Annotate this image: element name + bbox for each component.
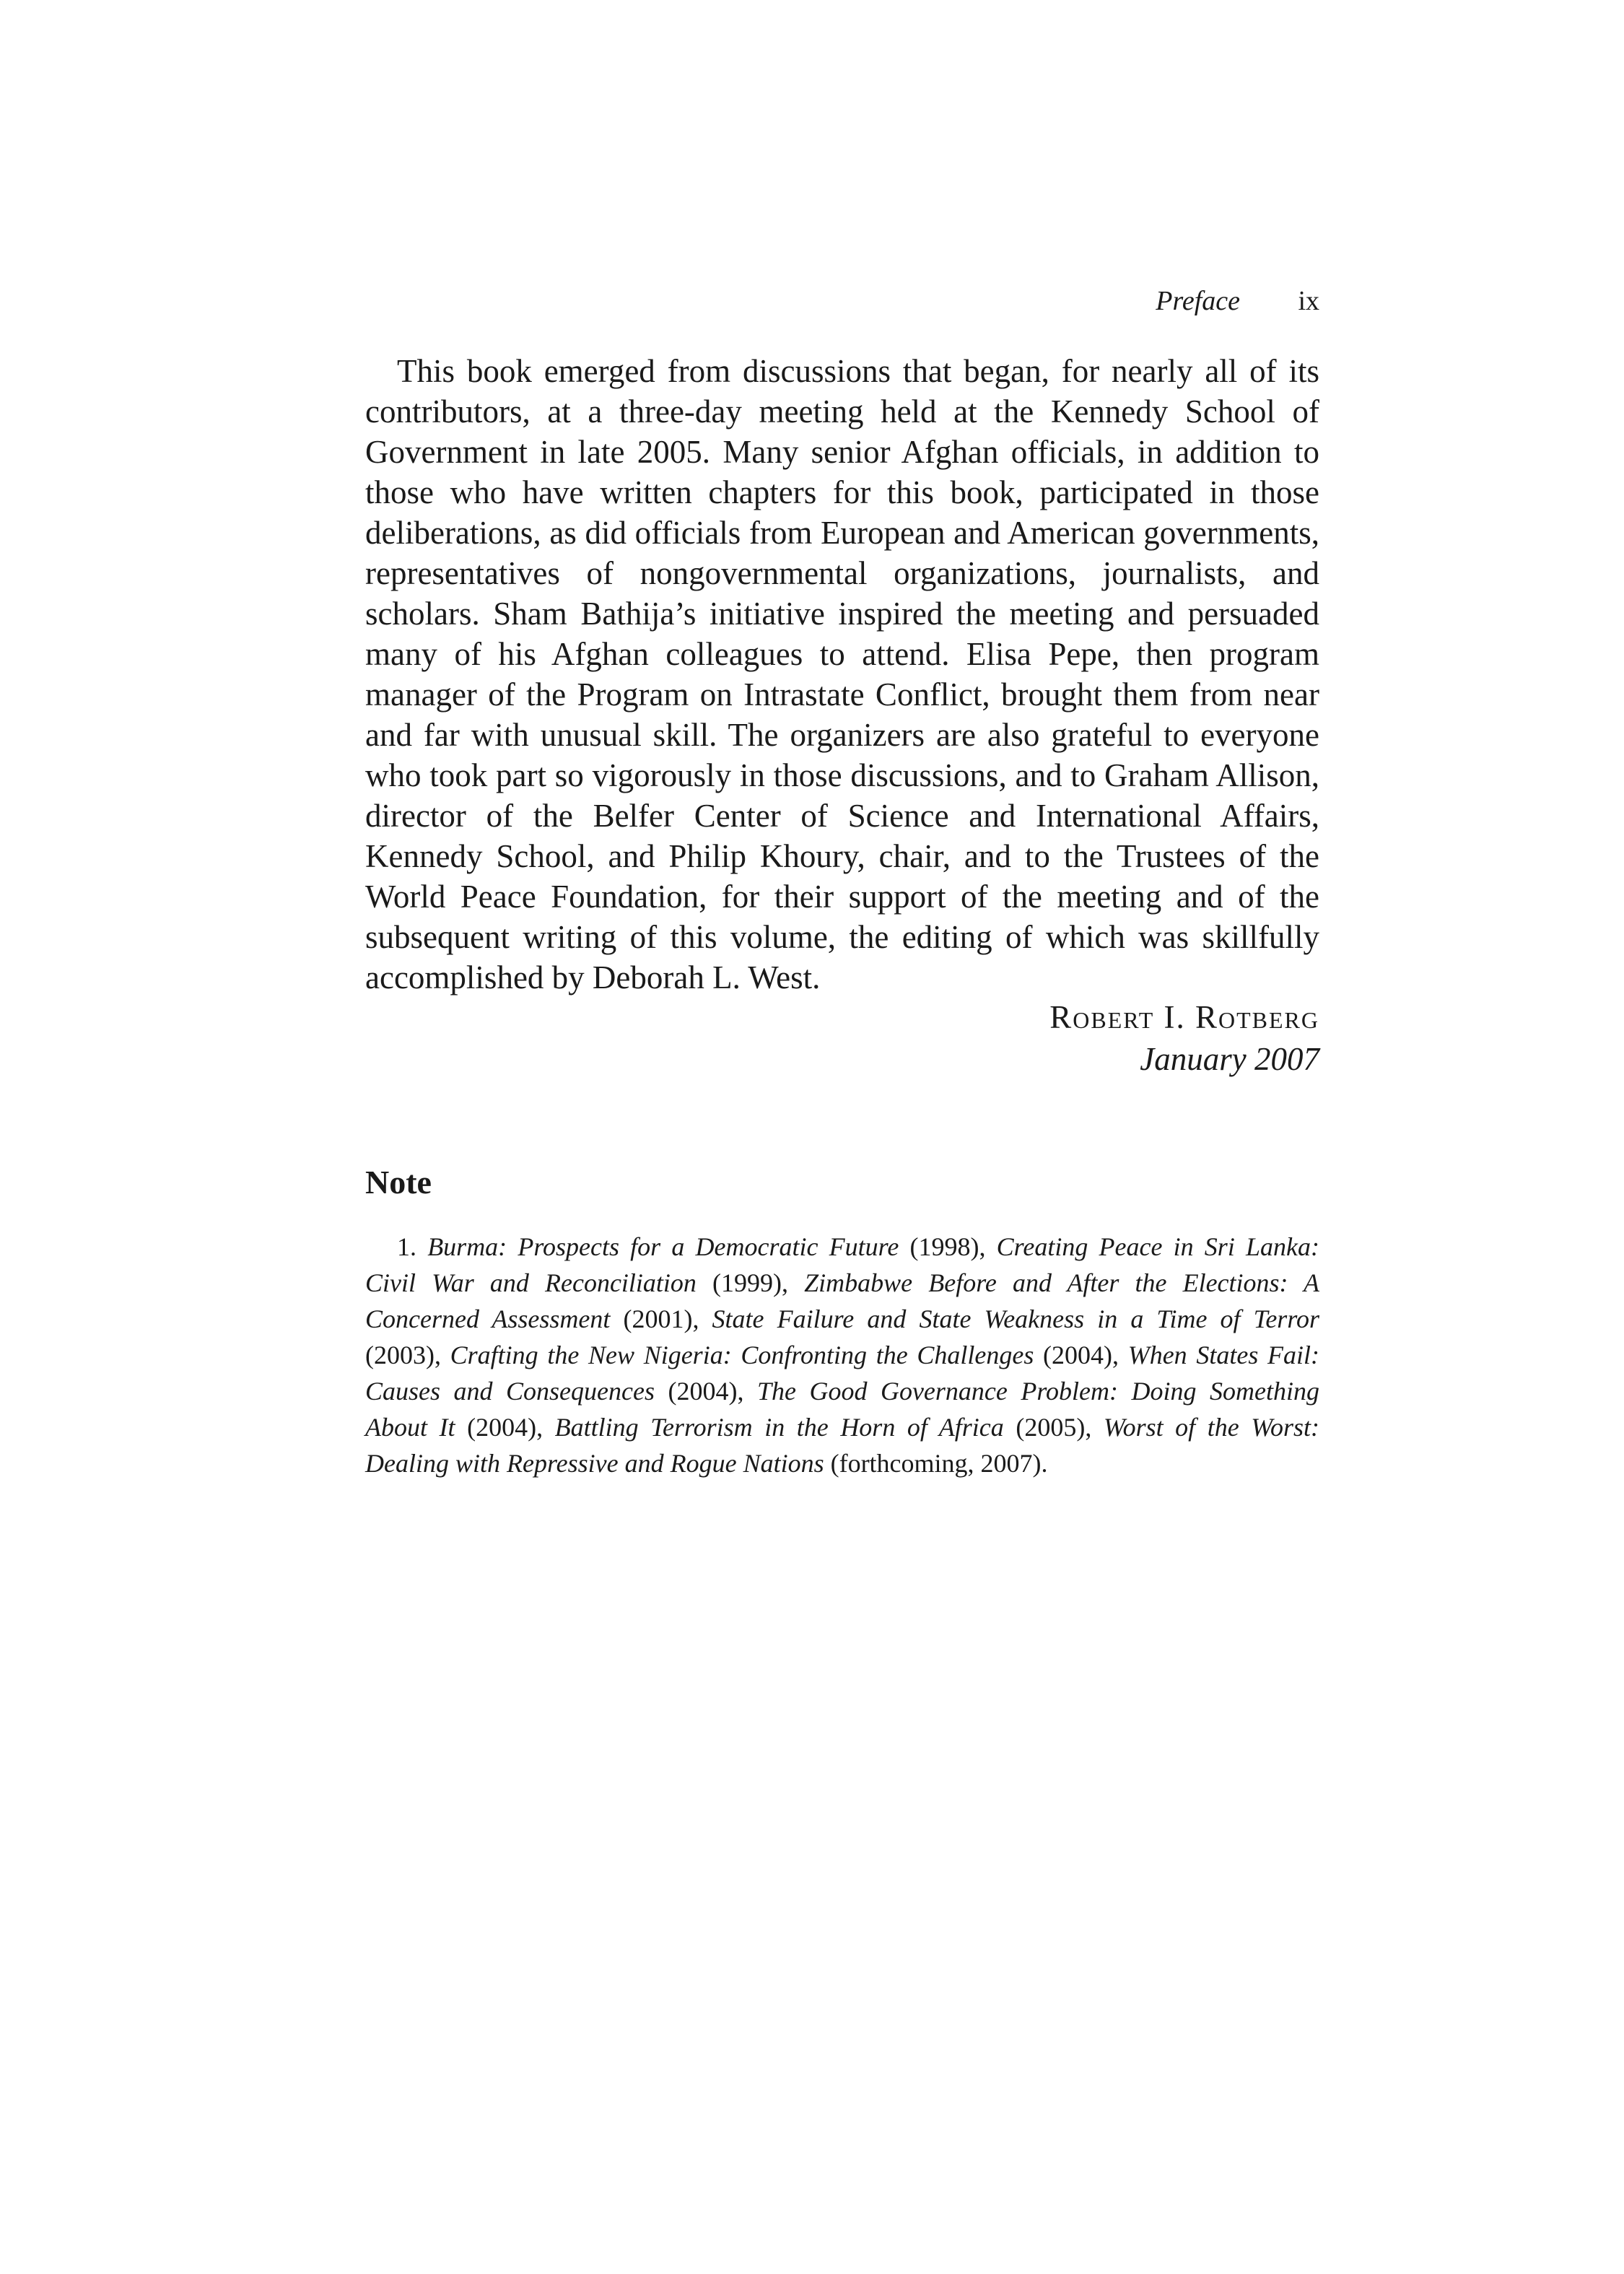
book-title: Battling Terrorism in the Horn of Africa [554,1413,1004,1442]
note-text: (forthcoming, 2007). [824,1449,1048,1478]
book-title: Zimbabwe Before and After the Elections: A Concerned Assessment [365,1268,1319,1333]
signature-date: January 2007 [1140,1041,1319,1077]
book-title: Crafting the New Nigeria: Confronting the Challenges [450,1341,1034,1369]
note-text: (2004), [654,1377,757,1406]
note-text: (2001), [610,1304,712,1333]
note-text: (1998), [899,1232,997,1261]
note-1 [365,1229,1319,1481]
page-number: ix [1298,286,1319,316]
book-title: Worst of the Worst: Dealing with Repressive and Rogue Nations [365,1413,1319,1478]
note-number: 1. [397,1232,416,1261]
book-title: State Failure and State Weakness in a Time of Terror [712,1304,1319,1333]
running-head [365,283,1319,319]
book-title: Creating Peace in Sri Lanka: Civil War and Reconciliation [365,1232,1319,1297]
note-text: (2004), [1034,1341,1128,1369]
book-title: Burma: Prospects for a Democratic Future [427,1232,899,1261]
running-head-section-title: Preface [1156,286,1240,316]
notes-heading: Note [365,1164,432,1201]
note-text: (2003), [365,1341,450,1369]
note-text: (2005), [1003,1413,1104,1442]
note-text: (2004), [455,1413,555,1442]
note-text: (1999), [696,1268,805,1297]
book-title: The Good Governance Problem: Doing Something About It [365,1377,1319,1442]
book-title: When States Fail: Causes and Consequences [365,1341,1319,1406]
author-signature: Robert I. Rotberg [1049,999,1319,1035]
signature-block [365,996,1319,1080]
preface-paragraph: This book emerged from discussions that began, for nearly all of its contributors, at a three-day meeting held at the Kennedy School of Government in late 2005. Many senior Afghan officials, in addition to those who have written chapters for this book, participated in those deliberations, as did officials from European and American governments, representatives of nongovernmental organizations, journalists, and scholars. Sham Bathija’s initiative inspired the meeting and persuaded many of his Afghan colleagues to attend. Elisa Pepe, then program manager of the Program on Intrastate Conflict, brought them from near and far with unusual skill. The organizers are also grateful to everyone who took part so vigorously in those discussions, and to Graham Allison, director of the Belfer Center of Science and International Affairs, Kennedy School, and Philip Khoury, chair, and to the Trustees of the World Peace Foundation, for their support of the meeting and of the subsequent writing of this volume, the editing of which was skillfully accomplished by Deborah L. West. [365,353,1319,996]
